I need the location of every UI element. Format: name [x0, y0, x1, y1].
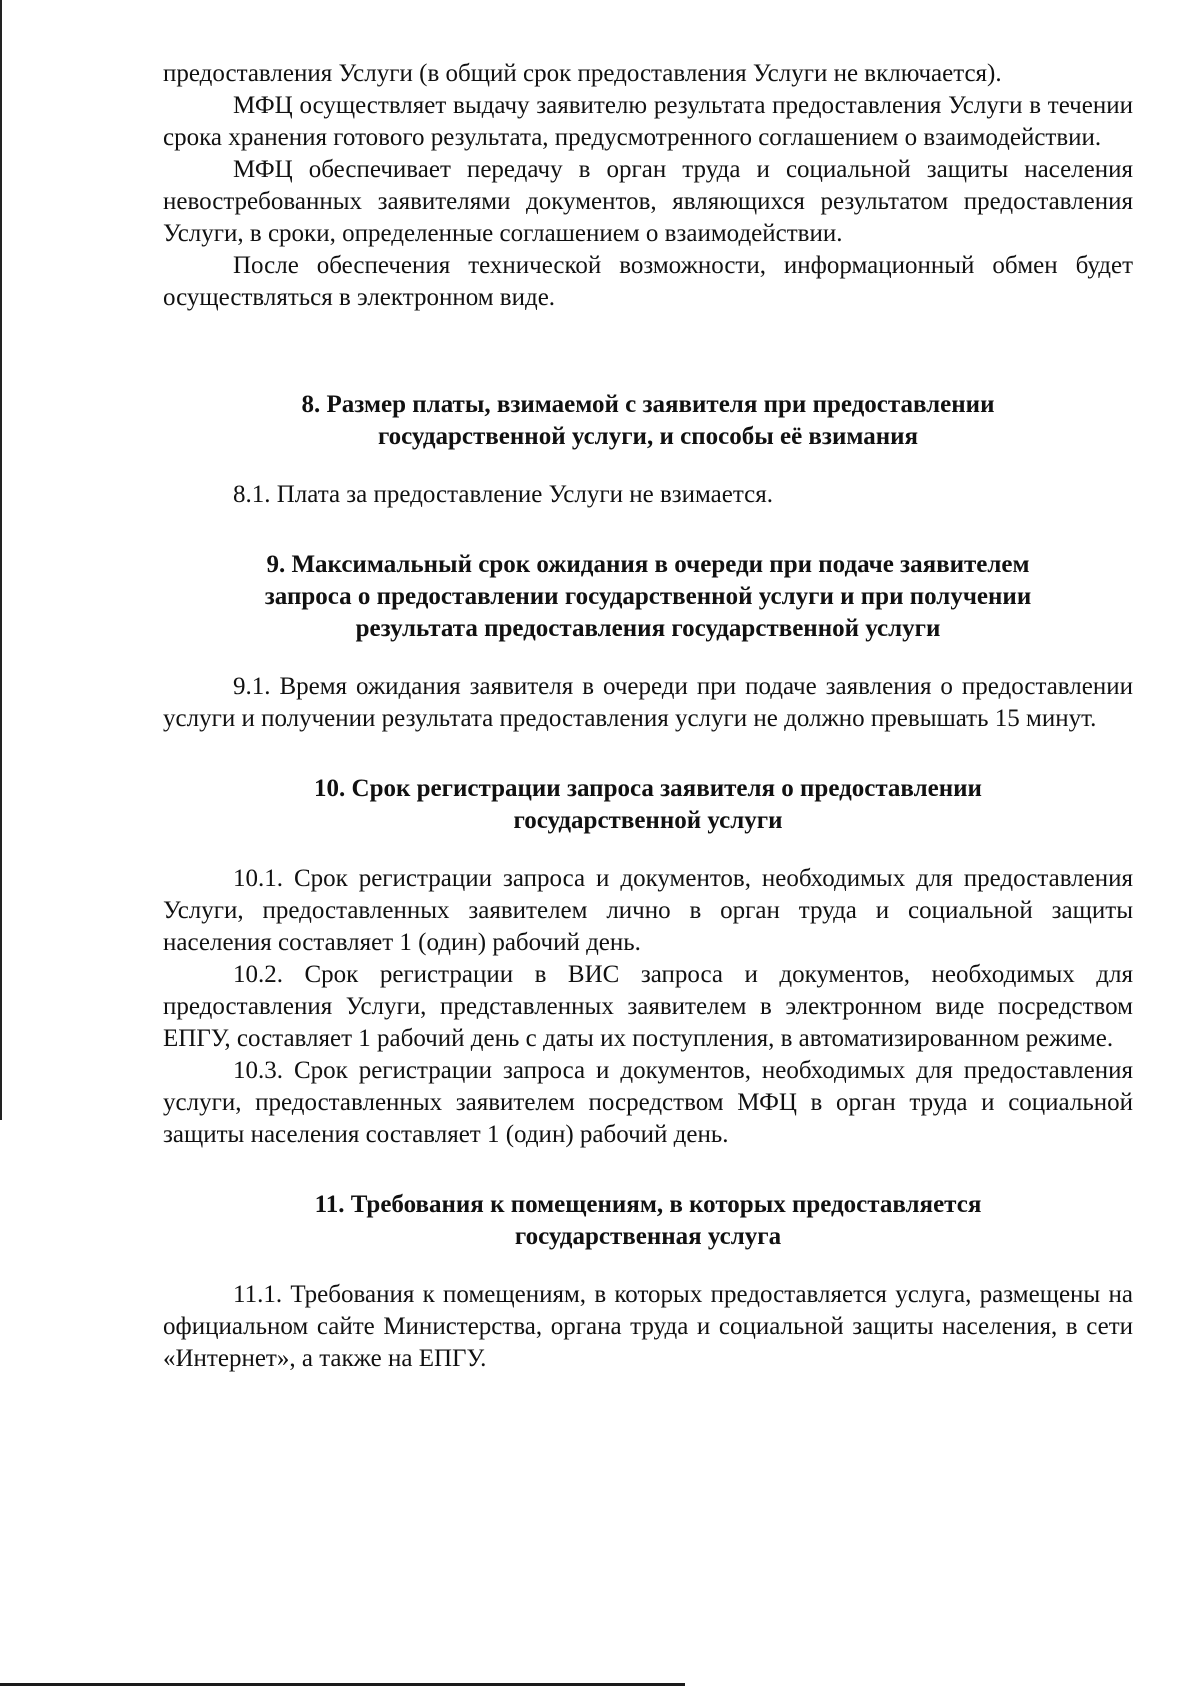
section-10-paragraph-3: 10.3. Срок регистрации запроса и документов, необходимых для предоставления услуги, предоставленных заявителем посредством МФЦ в орган труда и социальной защиты населения составляет 1 (один) рабочий день. [163, 1057, 1133, 1148]
section-9-paragraph-1: 9.1. Время ожидания заявителя в очереди при подаче заявления о предоставлении услуги и получении результата предоставления услуги не должно превышать 15 минут. [163, 673, 1133, 732]
section-10-heading: 10. Срок регистрации запроса заявителя о предоставлении государственной услуги [314, 775, 982, 834]
section-8-paragraph-1: 8.1. Плата за предоставление Услуги не взимается. [233, 481, 773, 508]
scan-edge-left [0, 0, 2, 1120]
section-10-paragraph-1: 10.1. Срок регистрации запроса и документов, необходимых для предоставления Услуги, предоставленных заявителем лично в орган труда и социальной защиты населения составляет 1 (один) рабочий день. [163, 865, 1133, 956]
section-8-heading: 8. Размер платы, взимаемой с заявителя при предоставлении государственной услуги, и способы её взимания [301, 391, 995, 450]
section-11-heading: 11. Требования к помещениям, в которых предоставляется государственная услуга [314, 1191, 982, 1250]
section-11-paragraph-1: 11.1. Требования к помещениям, в которых предоставляется услуга, размещены на официальном сайте Министерства, органа труда и социальной защиты населения, в сети «Интернет», а также на ЕПГУ. [163, 1281, 1133, 1372]
intro-paragraph-1: предоставления Услуги (в общий срок предоставления Услуги не включается). [163, 60, 1002, 87]
section-10-paragraph-2: 10.2. Срок регистрации в ВИС запроса и документов, необходимых для предоставления Услуги, представленных заявителем в электронном виде посредством ЕПГУ, составляет 1 рабочий день с даты их поступления, в автоматизированном режиме. [163, 961, 1133, 1052]
intro-paragraph-4: После обеспечения технической возможности, информационный обмен будет осуществляться в электронном виде. [163, 252, 1133, 311]
intro-paragraph-3: МФЦ обеспечивает передачу в орган труда и социальной защиты населения невостребованных заявителями документов, являющихся результатом предоставления Услуги, в сроки, определенные соглашением о взаимодействии. [163, 156, 1133, 247]
intro-paragraph-2: МФЦ осуществляет выдачу заявителю результата предоставления Услуги в течении срока хранения готового результата, предусмотренного соглашением о взаимодействии. [163, 92, 1133, 151]
section-9-heading: 9. Максимальный срок ожидания в очереди при подаче заявителем запроса о предоставлении государственной услуги и при получении результата предоставления государственной услуги [264, 551, 1032, 642]
scan-edge-bottom [0, 1683, 685, 1686]
document-page [163, 58, 1133, 1375]
